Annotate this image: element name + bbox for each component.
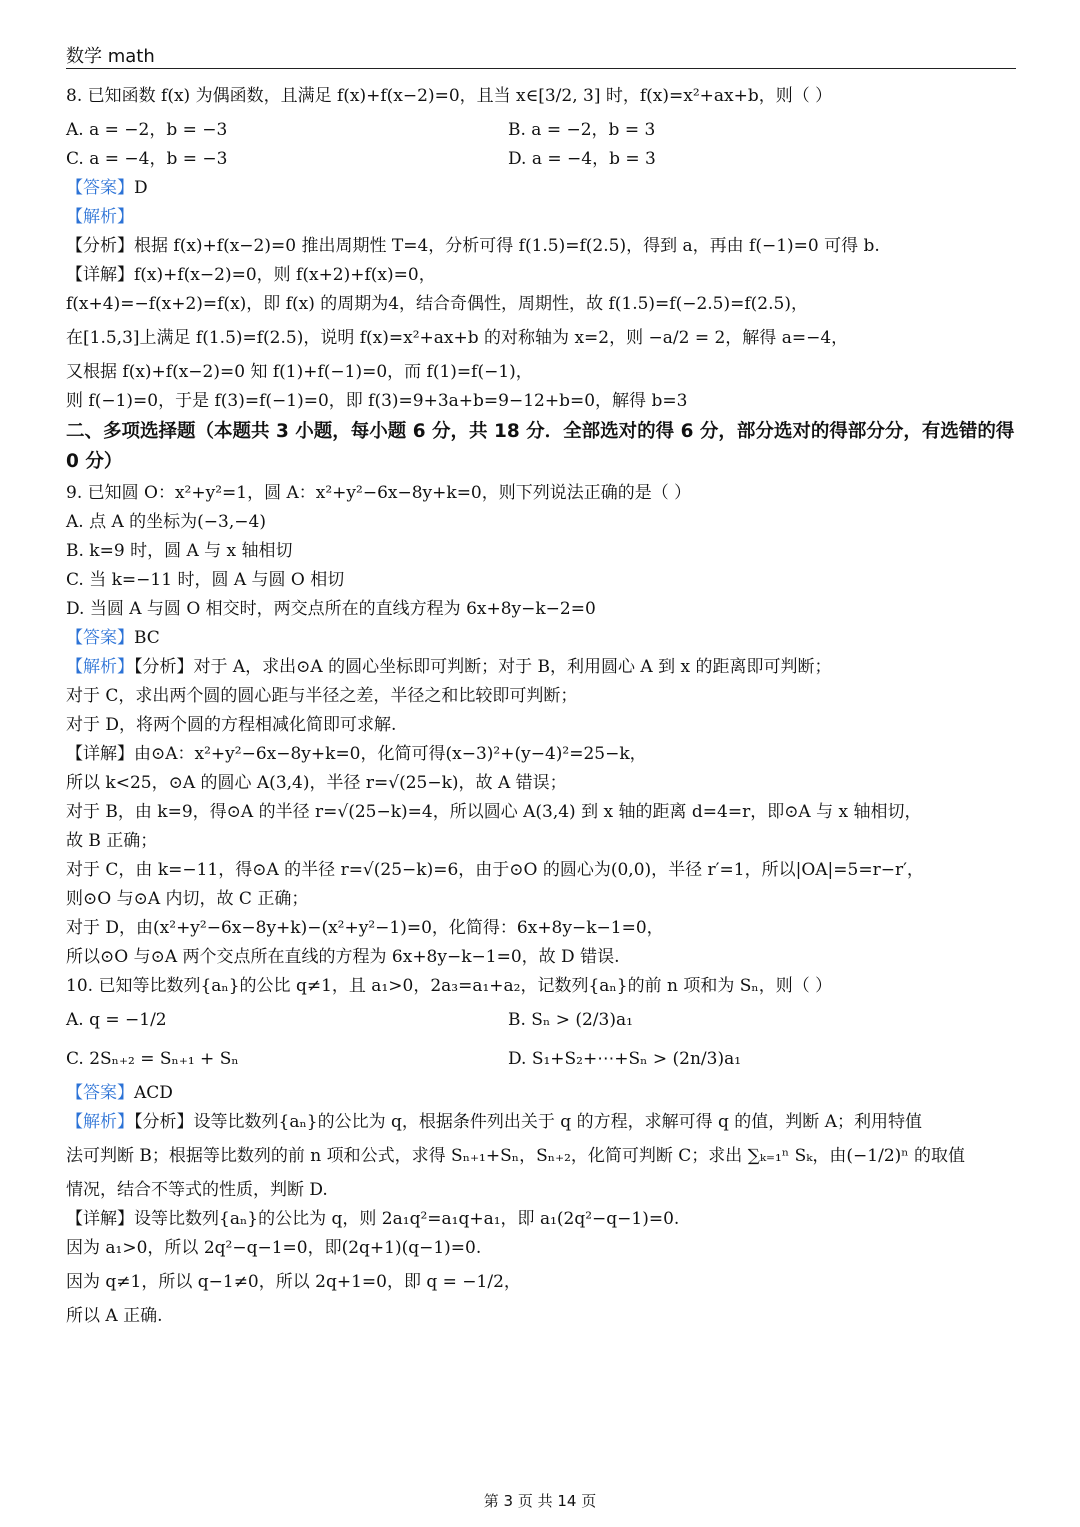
text-line: 所以 A 正确. bbox=[66, 1306, 163, 1326]
option-row bbox=[66, 117, 1016, 143]
text-line: 因为 q≠1，所以 q−1≠0，所以 2q+1=0，即 q = −1/2， bbox=[66, 1272, 521, 1292]
text-line: 在[1.5,3]上满足 f(1.5)=f(2.5)，说明 f(x)=x²+ax+b 的对称轴为 x=2，则 −a/2 = 2，解得 a=−4， bbox=[66, 328, 849, 348]
answer-tag: 【解析】 bbox=[66, 207, 134, 227]
option-text: B. Sₙ > (2/3)a₁ bbox=[508, 1010, 633, 1030]
header-title: 数学 math bbox=[66, 46, 155, 67]
text-line: 【详解】设等比数列{aₙ}的公比为 q，则 2a₁q²=a₁q+a₁，即 a₁(2q²−q−1)=0. bbox=[66, 1209, 680, 1229]
text-line: 对于 C，求出两个圆的圆心距与半径之差，半径之和比较即可判断； bbox=[66, 686, 578, 706]
document-body bbox=[66, 78, 1016, 1332]
text-line: 因为 a₁>0，所以 2q²−q−1=0，即(2q+1)(q−1)=0. bbox=[66, 1238, 482, 1258]
option-text: C. 2Sₙ₊₂ = Sₙ₊₁ + Sₙ bbox=[66, 1049, 239, 1069]
text-line: 则 f(−1)=0，于是 f(3)=f(−1)=0，即 f(3)=9+3a+b=9−12+b=0，解得 b=3 bbox=[66, 391, 688, 411]
option-text: A. a = −2，b = −3 bbox=[66, 120, 228, 140]
tagged-line bbox=[66, 625, 1016, 651]
text-line: 【分析】根据 f(x)+f(x−2)=0 推出周期性 T=4，分析可得 f(1.5)=f(2.5)，得到 a，再由 f(−1)=0 可得 b. bbox=[66, 236, 880, 256]
text-line: 所以⊙O 与⊙A 两个交点所在直线的方程为 6x+8y−k−1=0，故 D 错误. bbox=[66, 947, 620, 967]
option-text: C. a = −4，b = −3 bbox=[66, 149, 228, 169]
line-text: 【分析】设等比数列{aₙ}的公比为 q，根据条件列出关于 q 的方程，求解可得 q 的值，判断 A；利用特值 bbox=[134, 1112, 922, 1132]
text-line: 对于 D，由(x²+y²−6x−8y+k)−(x²+y²−1)=0，化简得：6x+8y−k−1=0， bbox=[66, 918, 664, 938]
line-text: BC bbox=[134, 628, 160, 648]
text-line: 9. 已知圆 O：x²+y²=1，圆 A：x²+y²−6x−8y+k=0，则下列说法正确的是（ ） bbox=[66, 483, 692, 503]
text-line: 【详解】由⊙A：x²+y²−6x−8y+k=0，化简可得(x−3)²+(y−4)²=25−k， bbox=[66, 744, 647, 764]
tagged-line bbox=[66, 175, 1016, 201]
option-text: B. a = −2，b = 3 bbox=[508, 120, 656, 140]
answer-tag: 【解析】 bbox=[66, 1112, 134, 1132]
option-row bbox=[66, 1002, 1016, 1038]
text-line: 对于 D，将两个圆的方程相减化简即可求解. bbox=[66, 715, 397, 735]
tagged-line bbox=[66, 654, 1016, 680]
text-line: f(x+4)=−f(x+2)=f(x)，即 f(x) 的周期为4，结合奇偶性，周期性，故 f(1.5)=f(−2.5)=f(2.5)， bbox=[66, 294, 808, 314]
option-text: D. S₁+S₂+⋯+Sₙ > (2n/3)a₁ bbox=[508, 1049, 742, 1069]
text-line: 8. 已知函数 f(x) 为偶函数，且满足 f(x)+f(x−2)=0，且当 x∈[3/2, 3] 时，f(x)=x²+ax+b，则（ ） bbox=[66, 86, 833, 106]
text-line: 10. 已知等比数列{aₙ}的公比 q≠1，且 a₁>0，2a₃=a₁+a₂，记数列{aₙ}的前 n 项和为 Sₙ，则（ ） bbox=[66, 976, 833, 996]
answer-tag: 【解析】 bbox=[66, 657, 134, 677]
answer-tag: 【答案】 bbox=[66, 178, 134, 198]
text-line: B. k=9 时，圆 A 与 x 轴相切 bbox=[66, 541, 293, 561]
option-text: D. a = −4，b = 3 bbox=[508, 149, 656, 169]
page-footer: 第 3 页 共 14 页 bbox=[483, 1492, 597, 1510]
text-line: D. 当圆 A 与圆 O 相交时，两交点所在的直线方程为 6x+8y−k−2=0 bbox=[66, 599, 596, 619]
text-line: 对于 B，由 k=9，得⊙A 的半径 r=√(25−k)=4，所以圆心 A(3,4) 到 x 轴的距离 d=4=r，即⊙A 与 x 轴相切， bbox=[66, 802, 922, 822]
option-text: A. q = −1/2 bbox=[66, 1010, 167, 1030]
option-row bbox=[66, 1041, 1016, 1077]
option-row bbox=[66, 146, 1016, 172]
line-text: D bbox=[134, 178, 148, 198]
line-text: 【分析】对于 A，求出⊙A 的圆心坐标即可判断；对于 B，利用圆心 A 到 x 的距离即可判断； bbox=[134, 657, 832, 677]
answer-tag: 【答案】 bbox=[66, 1083, 134, 1103]
text-line: 又根据 f(x)+f(x−2)=0 知 f(1)+f(−1)=0，而 f(1)=f(−1)， bbox=[66, 362, 533, 382]
text-line: C. 当 k=−11 时，圆 A 与圆 O 相切 bbox=[66, 570, 345, 590]
page-header bbox=[66, 40, 1016, 69]
text-line: 则⊙O 与⊙A 内切，故 C 正确； bbox=[66, 889, 309, 909]
text-line: A. 点 A 的坐标为(−3,−4) bbox=[66, 512, 266, 532]
text-line: 法可判断 B；根据等比数列的前 n 项和公式，求得 Sₙ₊₁+Sₙ，Sₙ₊₂，化简可判断 C；求出 ∑ₖ₌₁ⁿ Sₖ，由(−1/2)ⁿ 的取值 bbox=[66, 1146, 966, 1166]
tagged-line bbox=[66, 1109, 1016, 1135]
text-line: 情况，结合不等式的性质，判断 D. bbox=[66, 1180, 328, 1200]
text-line: 所以 k<25，⊙A 的圆心 A(3,4)，半径 r=√(25−k)，故 A 错误； bbox=[66, 773, 567, 793]
tagged-line bbox=[66, 204, 1016, 230]
text-line: 故 B 正确； bbox=[66, 831, 158, 851]
tagged-line bbox=[66, 1080, 1016, 1106]
text-line: 对于 C，由 k=−11，得⊙A 的半径 r=√(25−k)=6，由于⊙O 的圆心为(0,0)，半径 r′=1，所以|OA|=5=r−r′， bbox=[66, 860, 924, 880]
text-line: 【详解】f(x)+f(x−2)=0，则 f(x+2)+f(x)=0， bbox=[66, 265, 436, 285]
line-text: ACD bbox=[134, 1083, 173, 1103]
section-heading: 二、多项选择题（本题共 3 小题，每小题 6 分，共 18 分．全部选对的得 6 分，部分选对的得部分分，有选错的得 0 分） bbox=[66, 421, 1015, 472]
answer-tag: 【答案】 bbox=[66, 628, 134, 648]
